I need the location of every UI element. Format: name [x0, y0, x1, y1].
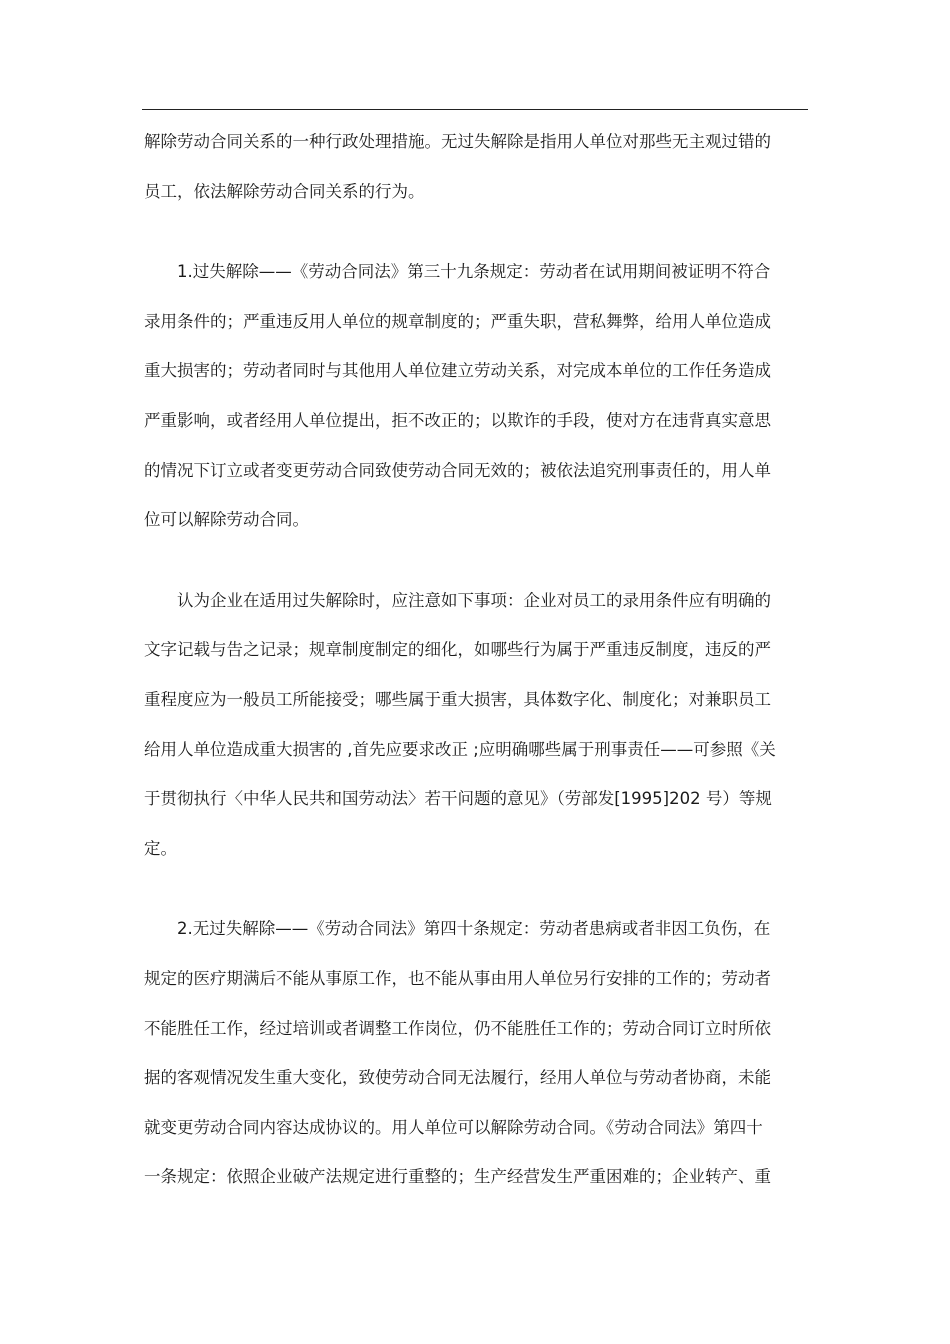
- text-line: 就变更劳动合同内容达成协议的。用人单位可以解除劳动合同。《劳动合同法》第四十: [144, 1117, 763, 1137]
- paragraph-gap: [144, 873, 808, 904]
- paragraph-2: [144, 247, 808, 545]
- text-line: 规定的医疗期满后不能从事原工作，也不能从事由用人单位另行安排的工作的；劳动者: [144, 968, 771, 988]
- text-line: 录用条件的；严重违反用人单位的规章制度的；严重失职，营私舞弊，给用人单位造成: [144, 311, 771, 331]
- text-line: 文字记载与告之记录；规章制度制定的细化，如哪些行为属于严重违反制度，违反的严: [144, 640, 771, 660]
- text-line: 的情况下订立或者变更劳动合同致使劳动合同无效的；被依法追究刑事责任的，用人单: [144, 460, 771, 480]
- text-line: 于贯彻执行〈中华人民共和国劳动法〉若干问题的意见》（劳部发[1995]202 号）等规: [144, 789, 772, 809]
- paragraph-gap: [144, 216, 808, 247]
- paragraph-4: [144, 904, 808, 1202]
- text-line: 定。: [144, 838, 177, 858]
- text-line: 员工，依法解除劳动合同关系的行为。: [144, 181, 425, 201]
- text-line: 不能胜任工作，经过培训或者调整工作岗位，仍不能胜任工作的；劳动合同订立时所依: [144, 1018, 771, 1038]
- text-line: 重大损害的；劳动者同时与其他用人单位建立劳动关系，对完成本单位的工作任务造成: [144, 361, 771, 381]
- header-rule: [142, 109, 808, 110]
- text-line: 位可以解除劳动合同。: [144, 510, 309, 530]
- text-line: 解除劳动合同关系的一种行政处理措施。无过失解除是指用人单位对那些无主观过错的: [144, 132, 771, 151]
- paragraph-3: [144, 576, 808, 874]
- text-line: 认为企业在适用过失解除时，应注意如下事项：企业对员工的录用条件应有明确的: [177, 590, 771, 610]
- text-line: 重程度应为一般员工所能接受；哪些属于重大损害，具体数字化、制度化；对兼职员工: [144, 689, 771, 709]
- paragraph-1: [144, 117, 808, 216]
- text-line: 1.过失解除——《劳动合同法》第三十九条规定：劳动者在试用期间被证明不符合: [177, 262, 771, 282]
- text-line: 2.无过失解除——《劳动合同法》第四十条规定：劳动者患病或者非因工负伤，在: [177, 919, 771, 939]
- paragraph-gap: [144, 545, 808, 576]
- text-line: 一条规定：依照企业破产法规定进行重整的；生产经营发生严重困难的；企业转产、重: [144, 1167, 771, 1187]
- text-line: 据的客观情况发生重大变化，致使劳动合同无法履行，经用人单位与劳动者协商，未能: [144, 1068, 771, 1088]
- text-line: 给用人单位造成重大损害的 ,首先应要求改正 ;应明确哪些属于刑事责任——可参照《关: [144, 739, 776, 759]
- document-body: [144, 117, 808, 1202]
- text-line: 严重影响，或者经用人单位提出，拒不改正的；以欺诈的手段，使对方在违背真实意思: [144, 410, 771, 430]
